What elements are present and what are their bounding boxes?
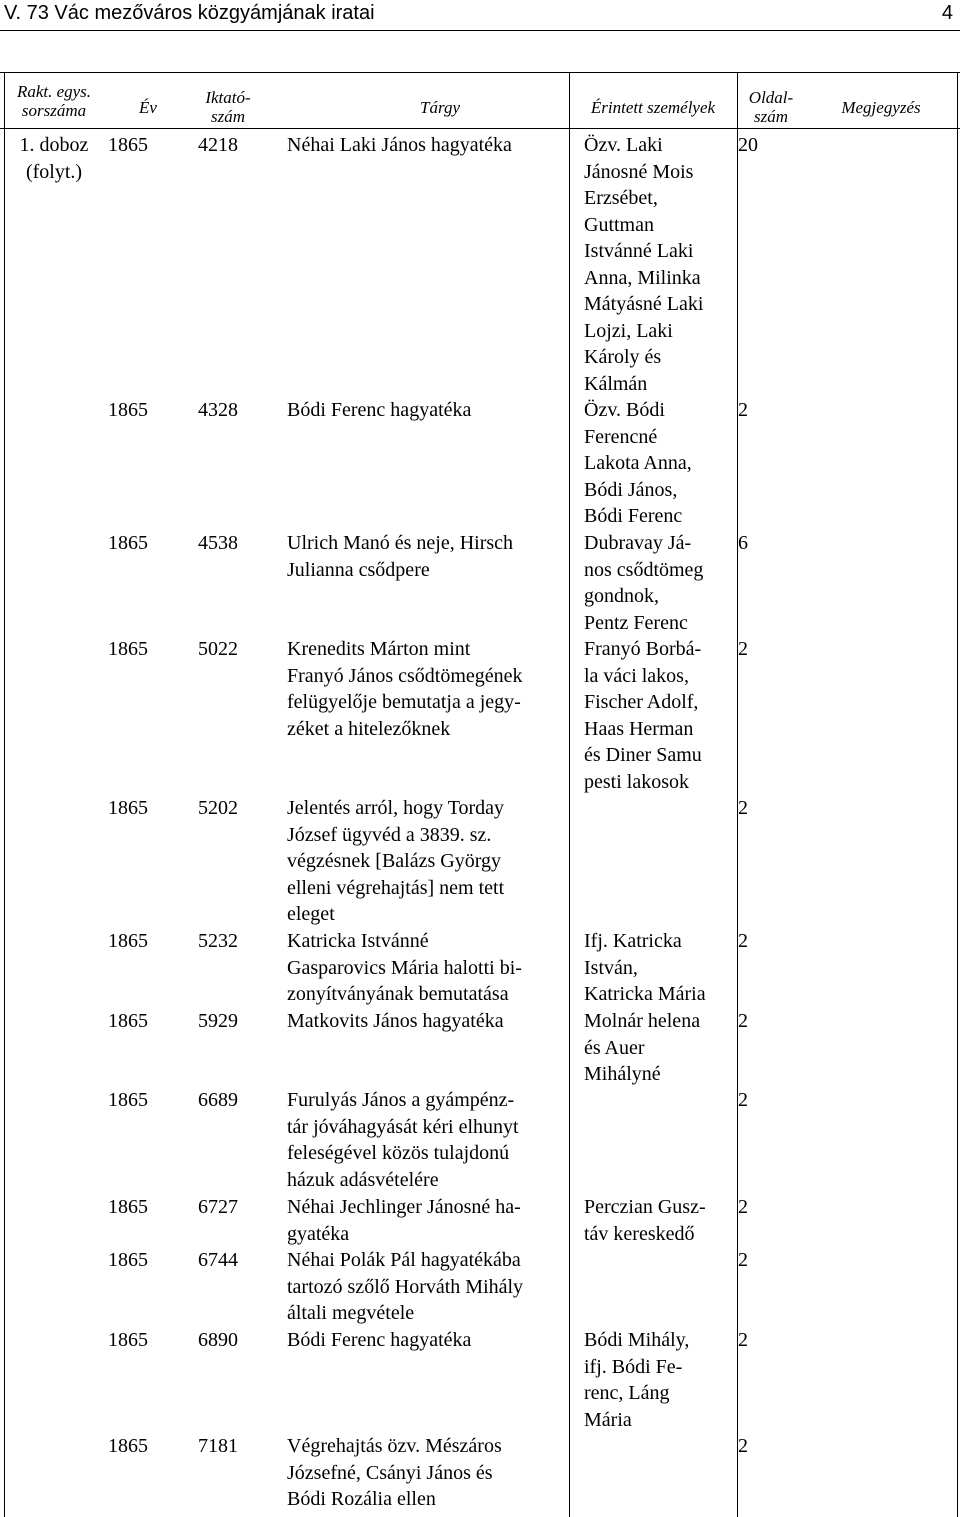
- cell-iktato: [198, 795, 278, 822]
- cell-line: gondnok,: [584, 585, 659, 607]
- cell-line: Lojzi, Laki: [584, 319, 673, 342]
- cell-line: Fischer Adolf,: [584, 691, 699, 713]
- cell-ev: [108, 928, 188, 955]
- cell-value: 1865: [108, 638, 148, 660]
- cell-line: Guttman: [584, 213, 654, 236]
- cell-oldalszam: [738, 795, 778, 822]
- cell-oldalszam: [738, 132, 778, 159]
- cell-line: Jánosné Mois: [584, 160, 694, 183]
- cell-line: Özv. Bódi: [584, 399, 665, 421]
- cell-line: általi megvétele: [287, 1302, 415, 1324]
- cell-line: Julianna csődpere: [287, 558, 430, 581]
- cell-line: Mária: [584, 1408, 632, 1431]
- cell-value: 2: [738, 797, 748, 819]
- cell-erintett: [584, 132, 734, 397]
- cell-iktato: [198, 132, 278, 159]
- cell-line: Istvánné Laki: [584, 240, 694, 262]
- cell-line: ifj. Bódi Fe-: [584, 1355, 683, 1378]
- cell-value: 4218: [198, 134, 238, 156]
- cell-targy: [287, 928, 571, 1008]
- cell-line: zonyítványának bemutatása: [287, 983, 509, 1005]
- cell-value: 5202: [198, 797, 238, 819]
- cell-iktato: [198, 397, 278, 424]
- cell-line: Ulrich Manó és neje, Hirsch: [287, 532, 514, 554]
- cell-targy: [287, 530, 571, 583]
- cell-line: és Auer: [584, 1036, 645, 1059]
- cell-erintett: [584, 636, 734, 795]
- cell-value: 4328: [198, 399, 238, 421]
- cell-line: Krenedits Márton mint: [287, 638, 471, 660]
- cell-line: Jelentés arról, hogy Torday: [287, 797, 505, 819]
- cell-value: 2: [738, 399, 748, 421]
- cell-value: 1865: [108, 399, 148, 421]
- cell-line: Gasparovics Mária halotti bi-: [287, 956, 522, 979]
- cell-ev: [108, 1194, 188, 1221]
- cell-line: Bódi Ferenc hagyatéka: [287, 1329, 472, 1351]
- cell-line: Katricka Istvánné: [287, 930, 429, 952]
- cell-iktato: [198, 1247, 278, 1274]
- cell-value: 1865: [108, 1089, 148, 1111]
- cell-line: nos csődtömeg: [584, 558, 704, 581]
- cell-line: Bódi Ferenc: [584, 505, 683, 527]
- cell-erintett: [584, 1008, 734, 1088]
- cell-line: gyatéka: [287, 1222, 350, 1245]
- cell-iktato: [198, 530, 278, 557]
- cell-ev: [108, 1327, 188, 1354]
- column-header-targy: Tárgy: [420, 98, 460, 117]
- cell-line: Károly és: [584, 346, 662, 368]
- cell-ev: [108, 1247, 188, 1274]
- cell-targy: [287, 1327, 571, 1354]
- cell-line: zéket a hitelezőknek: [287, 717, 451, 740]
- cell-value: 2: [738, 638, 748, 660]
- cell-value: 5232: [198, 930, 238, 952]
- cell-value: 1865: [108, 930, 148, 952]
- cell-line: házuk adásvételére: [287, 1168, 439, 1191]
- cell-value: 20: [738, 134, 758, 156]
- cell-line: József ügyvéd a 3839. sz.: [287, 823, 492, 846]
- cell-line: Bódi Ferenc hagyatéka: [287, 399, 472, 421]
- cell-ev: [108, 795, 188, 822]
- cell-line: és Diner Samu: [584, 744, 702, 766]
- cell-line: Dubravay Já-: [584, 532, 692, 554]
- cell-iktato: [198, 1194, 278, 1221]
- cell-line: Franyó János csődtömegének: [287, 664, 523, 687]
- cell-ev: [108, 397, 188, 424]
- cell-iktato: [198, 1327, 278, 1354]
- cell-targy: [287, 132, 571, 159]
- cell-targy: [287, 1247, 571, 1327]
- cell-iktato: [198, 1008, 278, 1035]
- column-header-megjegyzes: Megjegyzés: [841, 98, 921, 117]
- cell-iktato: [198, 636, 278, 663]
- cell-line: Néhai Polák Pál hagyatékába: [287, 1249, 521, 1271]
- cell-oldalszam: [738, 1327, 778, 1354]
- cell-targy: [287, 1194, 571, 1247]
- cell-line: István,: [584, 956, 638, 979]
- cell-targy: [287, 397, 571, 424]
- cell-line: tár jóváhagyását kéri elhunyt: [287, 1115, 519, 1138]
- cell-line: Özv. Laki: [584, 134, 663, 156]
- cell-iktato: [198, 1433, 278, 1460]
- cell-targy: [287, 1008, 571, 1035]
- cell-erintett: [584, 1327, 734, 1433]
- cell-oldalszam: [738, 530, 778, 557]
- column-divider: [957, 72, 958, 1517]
- cell-line: Furulyás János a gyámpénz-: [287, 1089, 515, 1111]
- cell-value: 1865: [108, 1329, 148, 1351]
- cell-iktato: [198, 928, 278, 955]
- cell-ev: [108, 1087, 188, 1114]
- cell-line: Mihályné: [584, 1063, 661, 1085]
- cell-line: la váci lakos,: [584, 664, 689, 687]
- cell-value: 1865: [108, 1010, 148, 1032]
- cell-ev: [108, 1008, 188, 1035]
- cell-line: elleni végrehajtás] nem tett: [287, 876, 505, 899]
- cell-line: Józsefné, Csányi János és: [287, 1461, 493, 1484]
- cell-line: pesti lakosok: [584, 770, 689, 793]
- box-label: 1. doboz (folyt.): [19, 134, 89, 183]
- cell-ev: [108, 132, 188, 159]
- cell-value: 1865: [108, 1196, 148, 1218]
- cell-iktato: [198, 1087, 278, 1114]
- cell-erintett: [584, 530, 734, 636]
- cell-line: felügyelője bemutatja a jegy-: [287, 691, 521, 713]
- cell-line: táv kereskedő: [584, 1222, 695, 1245]
- cell-line: Végrehajtás özv. Mészáros: [287, 1435, 502, 1457]
- cell-targy: [287, 636, 571, 742]
- cell-value: 2: [738, 1329, 748, 1351]
- column-header-oldalszam: Oldal- szám: [748, 88, 794, 126]
- cell-oldalszam: [738, 928, 778, 955]
- cell-value: 1865: [108, 1249, 148, 1271]
- cell-line: Franyó Borbá-: [584, 638, 702, 660]
- cell-erintett: [584, 928, 734, 1008]
- cell-value: 5929: [198, 1010, 238, 1032]
- cell-value: 2: [738, 1196, 748, 1218]
- table-header-border: [0, 128, 960, 129]
- cell-value: 1865: [108, 134, 148, 156]
- cell-oldalszam: [738, 636, 778, 663]
- cell-line: renc, Láng: [584, 1382, 670, 1404]
- cell-line: eleget: [287, 903, 335, 925]
- cell-erintett: [584, 397, 734, 530]
- cell-oldalszam: [738, 397, 778, 424]
- column-header-iktato: Iktató- szám: [205, 88, 251, 126]
- cell-oldalszam: [738, 1433, 778, 1460]
- page-number: 4: [941, 2, 953, 24]
- cell-value: 2: [738, 930, 748, 952]
- cell-targy: [287, 1433, 571, 1513]
- cell-value: 6689: [198, 1089, 238, 1111]
- cell-line: végzésnek [Balázs György: [287, 850, 502, 872]
- cell-targy: [287, 1087, 571, 1193]
- cell-line: Erzsébet,: [584, 187, 658, 209]
- cell-value: 2: [738, 1249, 748, 1271]
- cell-oldalszam: [738, 1008, 778, 1035]
- cell-oldalszam: [738, 1247, 778, 1274]
- cell-line: Mátyásné Laki: [584, 293, 704, 315]
- cell-value: 6744: [198, 1249, 238, 1271]
- cell-ev: [108, 636, 188, 663]
- cell-value: 2: [738, 1010, 748, 1032]
- cell-line: Bódi Mihály,: [584, 1329, 690, 1351]
- cell-line: Haas Herman: [584, 717, 694, 740]
- cell-line: Perczian Gusz-: [584, 1196, 706, 1218]
- cell-value: 7181: [198, 1435, 238, 1457]
- cell-line: Lakota Anna,: [584, 452, 692, 474]
- cell-line: Ifj. Katricka: [584, 930, 682, 952]
- cell-line: Bódi János,: [584, 478, 678, 501]
- cell-oldalszam: [738, 1194, 778, 1221]
- column-header-erintett: Érintett személyek: [590, 98, 716, 117]
- cell-line: Néhai Laki János hagyatéka: [287, 134, 512, 156]
- cell-value: 1865: [108, 1435, 148, 1457]
- cell-oldalszam: [738, 1087, 778, 1114]
- column-divider: [4, 72, 5, 1517]
- cell-line: Katricka Mária: [584, 983, 706, 1005]
- cell-value: 1865: [108, 797, 148, 819]
- header-rule: [0, 30, 960, 31]
- cell-targy: [287, 795, 571, 928]
- cell-line: Pentz Ferenc: [584, 611, 688, 634]
- cell-line: Kálmán: [584, 372, 648, 395]
- column-header-rakt: Rakt. egys. sorszáma: [16, 82, 92, 120]
- cell-value: 1865: [108, 532, 148, 554]
- cell-line: feleségével közös tulajdonú: [287, 1142, 510, 1164]
- cell-line: Bódi Rozália ellen: [287, 1488, 436, 1510]
- cell-value: 2: [738, 1435, 748, 1457]
- document-title: V. 73 Vác mezőváros közgyámjának iratai: [4, 2, 375, 24]
- cell-line: Ferencné: [584, 425, 658, 448]
- running-header: [0, 0, 960, 30]
- cell-value: 2: [738, 1089, 748, 1111]
- cell-line: Molnár helena: [584, 1010, 701, 1032]
- cell-line: Anna, Milinka: [584, 266, 701, 289]
- cell-value: 6890: [198, 1329, 238, 1351]
- cell-erintett: [584, 1194, 734, 1247]
- cell-line: Néhai Jechlinger Jánosné ha-: [287, 1196, 521, 1218]
- table-top-border: [0, 72, 960, 73]
- cell-ev: [108, 530, 188, 557]
- cell-line: tartozó szőlő Horváth Mihály: [287, 1275, 524, 1298]
- column-header-ev: Év: [139, 98, 157, 117]
- cell-line: Matkovits János hagyatéka: [287, 1010, 504, 1032]
- cell-value: 6727: [198, 1196, 238, 1218]
- cell-value: 4538: [198, 532, 238, 554]
- cell-value: 5022: [198, 638, 238, 660]
- cell-ev: [108, 1433, 188, 1460]
- cell-value: 6: [738, 532, 748, 554]
